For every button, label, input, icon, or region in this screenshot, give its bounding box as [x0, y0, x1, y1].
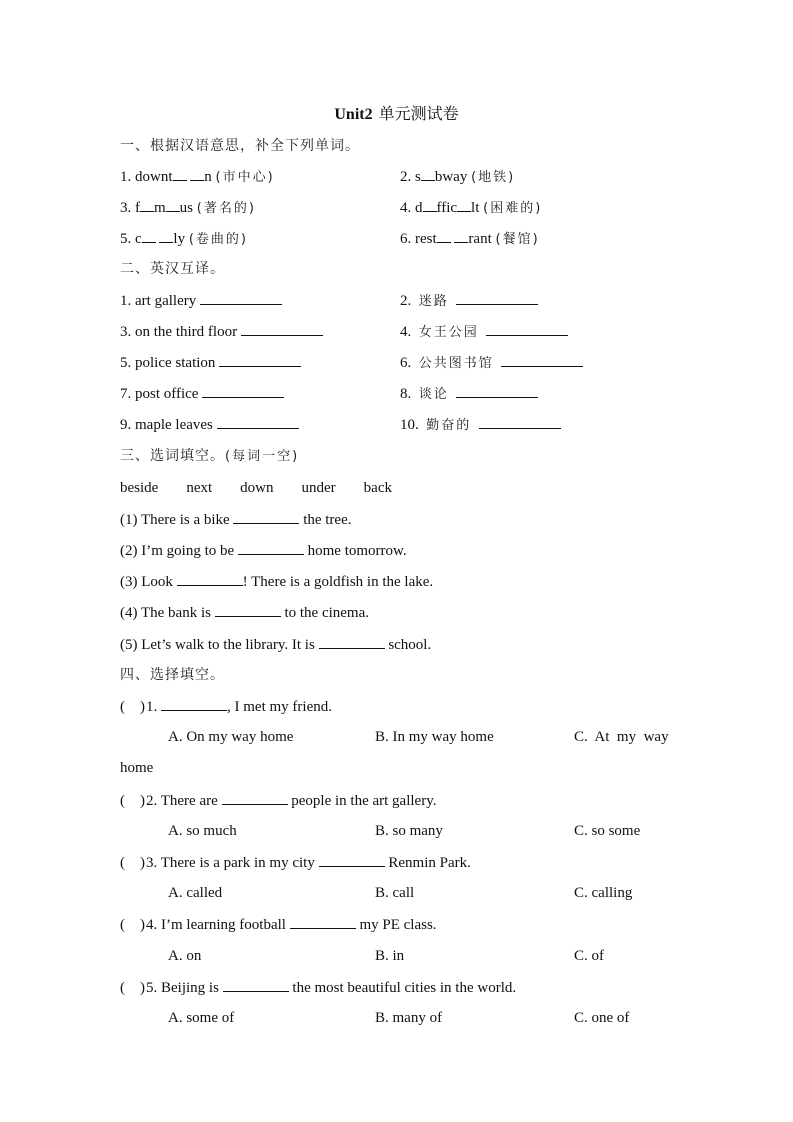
item-num: 2.: [400, 293, 412, 309]
item-num: 4.: [400, 324, 412, 340]
option-c: C. of: [574, 948, 604, 964]
item-num: 9.: [120, 417, 132, 433]
s4-question-1: [120, 696, 332, 717]
s1-item-5: [120, 228, 248, 250]
section4-heading: 四、选择填空。: [120, 667, 225, 683]
answer-blank[interactable]: [177, 571, 243, 586]
sentence-post: the tree.: [299, 512, 352, 528]
word-part: ly: [173, 231, 186, 247]
option-c: C. calling: [574, 885, 633, 901]
blank-input[interactable]: [190, 166, 204, 181]
answer-blank[interactable]: [202, 383, 284, 398]
option-b: B. in: [375, 948, 405, 964]
heading-note: (每词一空): [225, 449, 300, 464]
blank-input[interactable]: [159, 228, 173, 243]
answer-blank[interactable]: [200, 290, 282, 305]
answer-blank[interactable]: [456, 290, 538, 305]
question-pre: 5. Beijing is: [146, 980, 223, 996]
s3-item-4: [120, 602, 369, 623]
word-part: lt: [471, 200, 480, 216]
sentence-post: ! There is a goldfish in the lake.: [242, 574, 434, 590]
answer-blank[interactable]: [319, 852, 385, 867]
s2-item-4: [400, 321, 568, 343]
title-unit: Unit2: [334, 106, 373, 123]
answer-paren[interactable]: ( ): [120, 793, 145, 809]
cn-hint: (卷曲的): [188, 232, 248, 247]
word-part: f: [135, 200, 140, 216]
answer-blank[interactable]: [161, 696, 227, 711]
word-part: s: [415, 169, 421, 185]
question-pre: 1.: [146, 699, 161, 715]
answer-blank[interactable]: [219, 352, 301, 367]
word-part: c: [135, 231, 142, 247]
option-c: C. At my way: [574, 729, 669, 745]
item-num: 1.: [120, 293, 132, 309]
item-num: 4.: [400, 200, 412, 216]
title-cn: 单元测试卷: [378, 106, 459, 123]
item-text: 女王公园: [418, 325, 479, 340]
item-num: 10.: [400, 417, 419, 433]
answer-paren[interactable]: ( ): [120, 855, 145, 871]
item-text: 公共图书馆: [418, 356, 494, 371]
sentence-pre: (3) Look: [120, 574, 177, 590]
s3-item-2: [120, 540, 407, 561]
word-part: bway: [434, 169, 468, 185]
word-part: us: [179, 200, 194, 216]
cn-hint: (著名的): [196, 201, 256, 216]
answer-blank[interactable]: [479, 414, 561, 429]
answer-paren[interactable]: ( ): [120, 980, 145, 996]
answer-blank[interactable]: [233, 509, 299, 524]
s2-item-9: [120, 414, 299, 435]
answer-paren[interactable]: ( ): [120, 699, 145, 715]
word-part: n: [204, 169, 212, 185]
item-text: 谈论: [418, 387, 449, 402]
word-bank: [120, 478, 420, 498]
blank-input[interactable]: [423, 197, 437, 212]
word-bank-item: down: [240, 480, 274, 496]
page-title: [0, 101, 793, 124]
option-b: B. so many: [375, 823, 443, 839]
item-text: art gallery: [135, 293, 197, 309]
s2-item-6: [400, 352, 583, 374]
blank-input[interactable]: [454, 228, 468, 243]
s2-item-5: [120, 352, 301, 373]
option-a: A. some of: [168, 1010, 235, 1026]
option-a: A. called: [168, 885, 223, 901]
sentence-pre: (4) The bank is: [120, 605, 215, 621]
word-bank-item: under: [301, 480, 336, 496]
item-num: 2.: [400, 169, 412, 185]
s2-item-10: [400, 414, 561, 436]
word-part: rest: [415, 231, 437, 247]
blank-input[interactable]: [421, 166, 435, 181]
sentence-pre: (1) There is a bike: [120, 512, 234, 528]
section1-heading: 一、根据汉语意思，补全下列单词。: [120, 138, 360, 154]
s3-item-5: [120, 634, 431, 655]
item-text: 勤奋的: [426, 418, 472, 433]
heading-text: 三、选词填空。: [120, 448, 225, 464]
item-num: 6.: [400, 355, 412, 371]
option-b: B. call: [375, 885, 415, 901]
cn-hint: (地铁): [471, 170, 516, 185]
sentence-post: home tomorrow.: [303, 543, 407, 559]
s4-question-2: [120, 790, 436, 811]
answer-blank[interactable]: [217, 414, 299, 429]
item-text: maple leaves: [135, 417, 213, 433]
question-post: the most beautiful cities in the world.: [288, 980, 517, 996]
item-num: 5.: [120, 231, 132, 247]
word-part: downt: [135, 169, 173, 185]
s4-question-3: [120, 852, 471, 873]
section2-heading: 二、英汉互译。: [120, 261, 225, 277]
cn-hint: (市中心): [215, 170, 275, 185]
item-text: 迷路: [418, 294, 449, 309]
s1-item-3: [120, 197, 256, 219]
word-bank-item: beside: [120, 480, 159, 496]
question-post: people in the art gallery.: [287, 793, 437, 809]
s2-item-2: [400, 290, 538, 312]
item-num: 7.: [120, 386, 132, 402]
answer-blank[interactable]: [241, 321, 323, 336]
section3-heading: [120, 446, 299, 467]
item-num: 3.: [120, 200, 132, 216]
option-a: A. so much: [168, 823, 237, 839]
sentence-post: school.: [384, 637, 432, 653]
option-c-wrap: home: [120, 760, 154, 776]
answer-blank[interactable]: [290, 914, 356, 929]
blank-input[interactable]: [166, 197, 180, 212]
s1-item-2: [400, 166, 515, 188]
option-a: A. on: [168, 948, 202, 964]
s3-item-1: [120, 509, 352, 530]
word-part: rant: [468, 231, 492, 247]
blank-input[interactable]: [142, 228, 156, 243]
sentence-pre: (5) Let’s walk to the library. It is: [120, 637, 319, 653]
s3-item-3: [120, 571, 433, 592]
question-post: , I met my friend.: [227, 699, 332, 715]
sentence-post: to the cinema.: [280, 605, 370, 621]
word-bank-item: next: [186, 480, 213, 496]
option-b: B. many of: [375, 1010, 443, 1026]
blank-input[interactable]: [140, 197, 154, 212]
cn-hint: (餐馆): [495, 232, 540, 247]
word-part: m: [154, 200, 166, 216]
question-pre: 4. I’m learning football: [146, 917, 290, 933]
answer-blank[interactable]: [222, 790, 288, 805]
option-c: C. so some: [574, 823, 641, 839]
s4-question-4: [120, 914, 437, 935]
s2-item-8: [400, 383, 538, 405]
question-pre: 3. There is a park in my city: [146, 855, 319, 871]
answer-blank[interactable]: [223, 977, 289, 992]
answer-blank[interactable]: [238, 540, 304, 555]
option-c: C. one of: [574, 1010, 630, 1026]
option-a: A. On my way home: [168, 729, 294, 745]
question-post: Renmin Park.: [384, 855, 471, 871]
answer-paren[interactable]: ( ): [120, 917, 145, 933]
word-bank-item: back: [363, 480, 392, 496]
option-b: B. In my way home: [375, 729, 494, 745]
blank-input[interactable]: [173, 166, 187, 181]
s1-item-1: [120, 166, 275, 188]
word-part: d: [415, 200, 423, 216]
item-text: post office: [135, 386, 199, 402]
question-post: my PE class.: [355, 917, 437, 933]
item-text: on the third floor: [135, 324, 238, 340]
item-num: 6.: [400, 231, 412, 247]
answer-blank[interactable]: [456, 383, 538, 398]
answer-blank[interactable]: [215, 602, 281, 617]
s2-item-3: [120, 321, 323, 342]
item-num: 3.: [120, 324, 132, 340]
blank-input[interactable]: [457, 197, 471, 212]
s2-item-1: [120, 290, 282, 311]
item-num: 8.: [400, 386, 412, 402]
s1-item-4: [400, 197, 542, 219]
answer-blank[interactable]: [501, 352, 583, 367]
item-num: 1.: [120, 169, 132, 185]
s2-item-7: [120, 383, 284, 404]
blank-input[interactable]: [437, 228, 451, 243]
item-text: police station: [135, 355, 216, 371]
question-pre: 2. There are: [146, 793, 222, 809]
s4-question-5: [120, 977, 516, 998]
sentence-pre: (2) I’m going to be: [120, 543, 238, 559]
item-num: 5.: [120, 355, 132, 371]
word-part: ffic: [436, 200, 458, 216]
s1-item-6: [400, 228, 540, 250]
answer-blank[interactable]: [486, 321, 568, 336]
answer-blank[interactable]: [319, 634, 385, 649]
cn-hint: (困难的): [483, 201, 543, 216]
